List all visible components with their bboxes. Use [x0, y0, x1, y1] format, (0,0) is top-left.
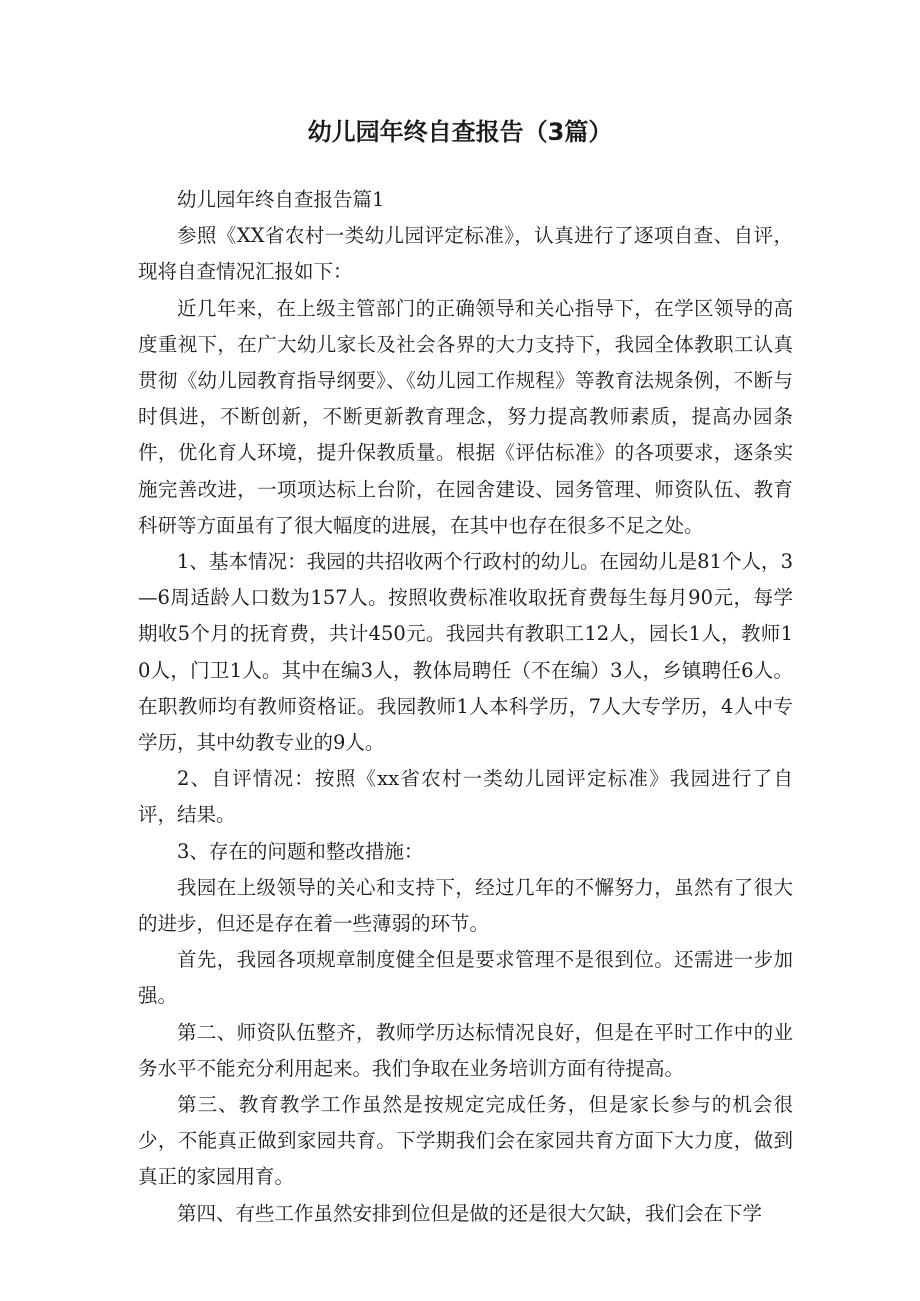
- paragraph-self-evaluation: 2、自评情况：按照《xx省农村一类幼儿园评定标准》我园进行了自评，结果。: [138, 767, 793, 827]
- document-body: [138, 182, 793, 1232]
- paragraph-second: 第二、师资队伍整齐，教师学历达标情况良好，但是在平时工作中的业务水平不能充分利用起来。我们争取在业务培训方面有待提高。: [138, 1020, 793, 1080]
- paragraph-issues-summary: 我园在上级领导的关心和支持下，经过几年的不懈努力，虽然有了很大的进步，但还是存在着一些薄弱的环节。: [138, 875, 793, 936]
- paragraph-first: 首先，我园各项规章制度健全但是要求管理不是很到位。还需进一步加强。: [138, 948, 793, 1008]
- paragraph-basic-info: 1、基本情况：我园的共招收两个行政村的幼儿。在园幼儿是81个人，3—6周适龄人口数为157人。按照收费标准收取抚育费每生每月90元，每学期收5个月的抚育费，共计450元。我园共有教职工12人，园长1人，教师10人，门卫1人。其中在编3人，教体局聘任（不在编）3人，乡镇聘任6人。在职教师均有教师资格证。我园教师1人本科学历，7人大专学历，4人中专学历，其中幼教专业的9人。: [138, 550, 793, 755]
- paragraph-third: 第三、教育教学工作虽然是按规定完成任务，但是家长参与的机会很少，不能真正做到家园共育。下学期我们会在家园共育方面下大力度，做到真正的家园用育。: [138, 1093, 793, 1189]
- paragraph-fourth: 第四、有些工作虽然安排到位但是做的还是很大欠缺，我们会在下学: [177, 1201, 763, 1225]
- paragraph-intro: 参照《XX省农村一类幼儿园评定标准》，认真进行了逐项自查、自评，现将自查情况汇报如下：: [138, 224, 793, 284]
- section-heading: 幼儿园年终自查报告篇1: [177, 188, 385, 211]
- document-title: 幼儿园年终自查报告（3篇）: [307, 118, 613, 146]
- paragraph-overview: 近几年来，在上级主管部门的正确领导和关心指导下，在学区领导的高度重视下，在广大幼儿家长及社会各界的大力支持下，我园全体教职工认真贯彻《幼儿园教育指导纲要》、《幼儿园工作规程》等教育法规条例，不断与时俱进，不断创新，不断更新教育理念，努力提高教师素质，提高办园条件，优化育人环境，提升保教质量。根据《评估标准》的各项要求，逐条实施完善改进，一项项达标上台阶，在园舍建设、园务管理、师资队伍、教育科研等方面虽有了很大幅度的进展，在其中也存在很多不足之处。: [138, 296, 793, 537]
- paragraph-issues-heading: 3、存在的问题和整改措施：: [177, 839, 424, 863]
